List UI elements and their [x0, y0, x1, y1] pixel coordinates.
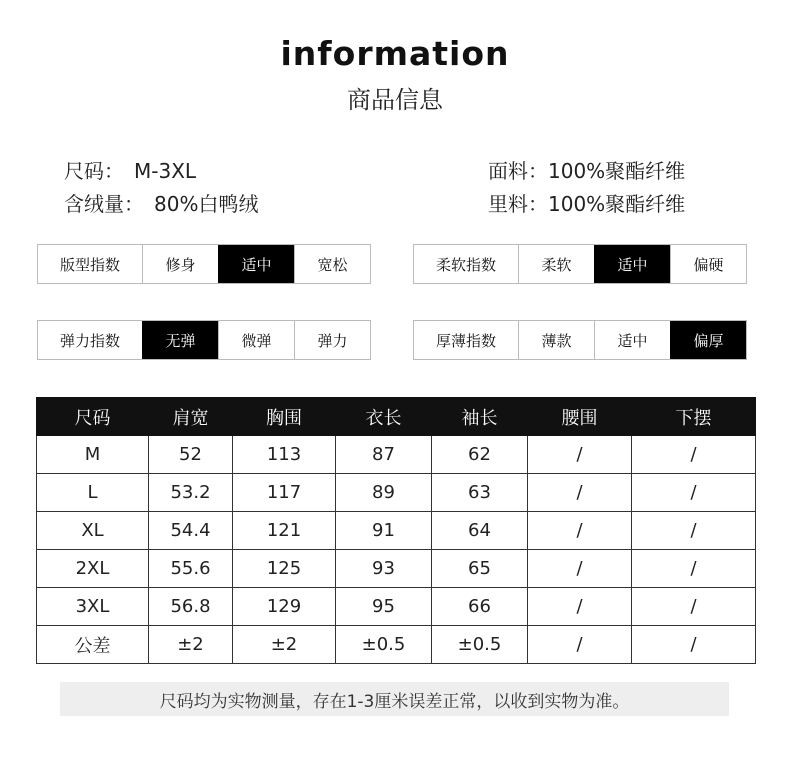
index-softness-option: 偏硬	[670, 245, 746, 283]
index-softness	[413, 244, 747, 284]
index-thickness-option: 偏厚	[670, 321, 746, 359]
table-cell: XL	[37, 512, 149, 550]
spec-down-label: 含绒量：	[64, 192, 144, 216]
table-cell: /	[528, 512, 632, 550]
table-cell: 53.2	[149, 474, 233, 512]
table-cell: 87	[336, 436, 432, 474]
table-cell: 56.8	[149, 588, 233, 626]
table-cell: 62	[432, 436, 528, 474]
index-fit-label: 版型指数	[59, 255, 120, 274]
table-cell: 65	[432, 550, 528, 588]
table-cell: /	[528, 474, 632, 512]
spec-fabric-value: 100%聚酯纤维	[548, 159, 686, 183]
table-cell: /	[528, 588, 632, 626]
table-cell: 113	[233, 436, 336, 474]
index-softness-label: 柔软指数	[435, 255, 496, 274]
table-cell: ±0.5	[336, 626, 432, 664]
title-english: information	[280, 34, 510, 73]
index-thickness-label: 厚薄指数	[435, 331, 496, 350]
index-softness-option: 适中	[594, 245, 670, 283]
size-table-header: 尺码	[37, 398, 149, 436]
index-elasticity-option: 无弹	[142, 321, 218, 359]
index-elasticity-option: 微弹	[218, 321, 294, 359]
table-cell: L	[37, 474, 149, 512]
table-cell: 91	[336, 512, 432, 550]
size-table-header: 腰围	[528, 398, 632, 436]
title-chinese: 商品信息	[347, 86, 443, 114]
table-cell: /	[528, 626, 632, 664]
table-row	[37, 512, 756, 550]
spec-lining-value: 100%聚酯纤维	[548, 192, 686, 216]
table-row	[37, 588, 756, 626]
table-cell: 55.6	[149, 550, 233, 588]
table-cell: 2XL	[37, 550, 149, 588]
spec-size-value: M-3XL	[134, 159, 197, 183]
table-cell: 117	[233, 474, 336, 512]
table-row	[37, 550, 756, 588]
size-table	[36, 397, 756, 664]
table-cell: 129	[233, 588, 336, 626]
spec-size	[64, 155, 196, 184]
table-cell: /	[632, 512, 756, 550]
index-elasticity-option: 弹力	[294, 321, 370, 359]
size-table-header-row	[37, 398, 756, 436]
table-cell: 52	[149, 436, 233, 474]
table-cell: 63	[432, 474, 528, 512]
table-cell: ±2	[233, 626, 336, 664]
size-table-header: 肩宽	[149, 398, 233, 436]
table-row	[37, 436, 756, 474]
table-cell: 121	[233, 512, 336, 550]
size-table-header: 胸围	[233, 398, 336, 436]
table-cell: 64	[432, 512, 528, 550]
table-cell: /	[632, 436, 756, 474]
table-cell: 93	[336, 550, 432, 588]
spec-down-value: 80%白鸭绒	[154, 192, 259, 216]
table-cell: ±2	[149, 626, 233, 664]
index-elasticity-label: 弹力指数	[59, 331, 120, 350]
size-table-header: 下摆	[632, 398, 756, 436]
table-cell: 95	[336, 588, 432, 626]
index-fit	[37, 244, 371, 284]
table-cell: /	[632, 588, 756, 626]
table-cell: /	[632, 550, 756, 588]
table-row	[37, 626, 756, 664]
spec-fabric-label: 面料：	[488, 159, 548, 183]
table-cell: /	[528, 550, 632, 588]
table-cell: /	[632, 474, 756, 512]
spec-lining	[488, 188, 685, 217]
size-table-header: 袖长	[432, 398, 528, 436]
table-cell: 125	[233, 550, 336, 588]
table-cell: 54.4	[149, 512, 233, 550]
spec-lining-label: 里料：	[488, 192, 548, 216]
index-fit-option: 修身	[142, 245, 218, 283]
table-cell: 公差	[37, 626, 149, 664]
index-elasticity	[37, 320, 371, 360]
table-cell: 66	[432, 588, 528, 626]
size-table-header: 衣长	[336, 398, 432, 436]
index-softness-option: 柔软	[518, 245, 594, 283]
index-thickness-option: 薄款	[518, 321, 594, 359]
spec-size-label: 尺码：	[64, 159, 124, 183]
table-cell: /	[632, 626, 756, 664]
table-cell: /	[528, 436, 632, 474]
measurement-note: 尺码均为实物测量，存在1-3厘米误差正常，以收到实物为准。	[60, 682, 729, 716]
table-cell: 3XL	[37, 588, 149, 626]
table-row	[37, 474, 756, 512]
index-thickness	[413, 320, 747, 360]
spec-down	[64, 188, 258, 217]
table-cell: ±0.5	[432, 626, 528, 664]
table-cell: M	[37, 436, 149, 474]
index-fit-option: 宽松	[294, 245, 370, 283]
index-thickness-option: 适中	[594, 321, 670, 359]
table-cell: 89	[336, 474, 432, 512]
index-fit-option: 适中	[218, 245, 294, 283]
spec-fabric	[488, 155, 685, 184]
